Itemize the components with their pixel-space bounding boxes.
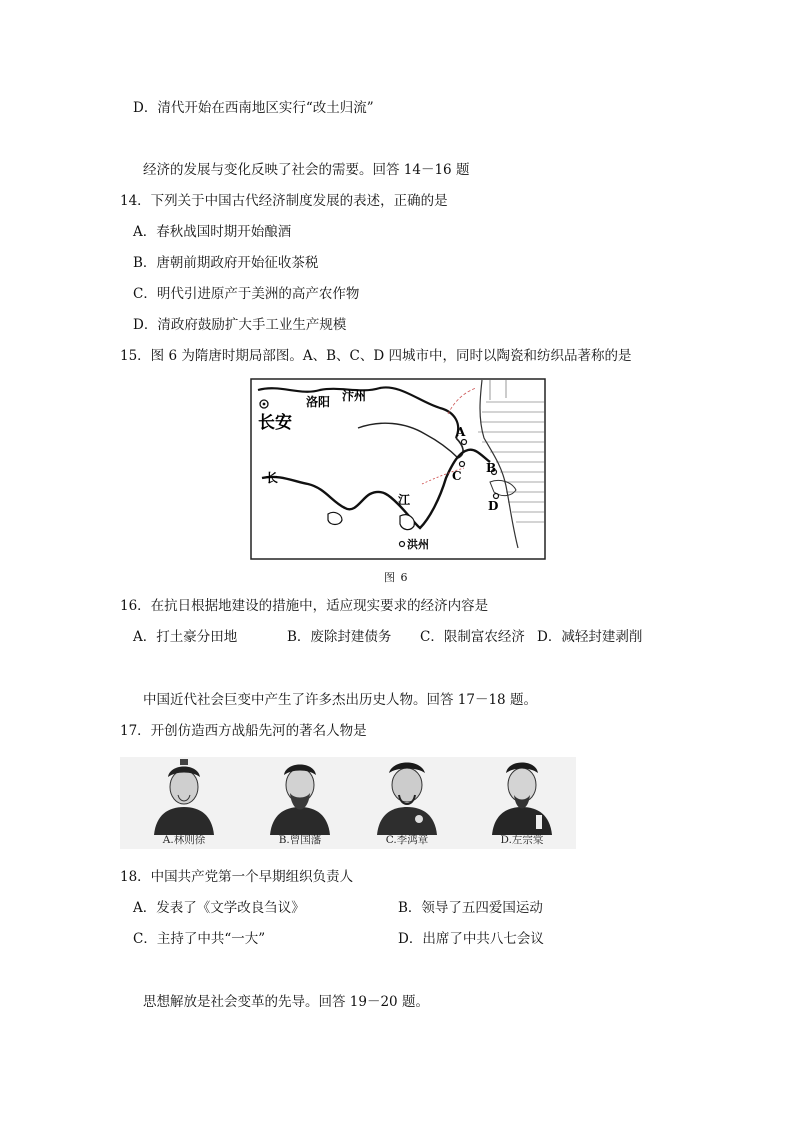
city-c-marker	[460, 462, 465, 467]
q18-option-c: C．主持了中共“一大”	[133, 931, 266, 947]
q16-option-d: D．减轻封建剥削	[537, 629, 643, 645]
portrait-b-image	[248, 757, 352, 835]
label-a: A	[456, 425, 466, 439]
label-jiang: 江	[398, 493, 411, 507]
label-d: D	[488, 499, 499, 513]
q16-option-a: A．打土豪分田地	[133, 629, 238, 645]
figure-caption: 图 6	[384, 571, 409, 584]
portrait-a-image	[132, 757, 236, 835]
portrait-c-image	[355, 757, 459, 835]
portrait-c	[355, 757, 459, 849]
portrait-d	[470, 757, 574, 849]
lake-dongting	[328, 512, 342, 524]
q16-option-b: B．废除封建债务	[287, 629, 392, 645]
lake-poyang	[400, 515, 414, 530]
section-intro-thought: 思想解放是社会变革的先导。回答 19－20 题。	[143, 994, 429, 1010]
portrait-d-image	[470, 757, 574, 835]
q16-option-c: C．限制富农经济	[420, 629, 525, 645]
label-bianzhou: 汴州	[342, 389, 367, 403]
section-intro-economy: 经济的发展与变化反映了社会的需要。回答 14－16 题	[143, 162, 470, 178]
q14-option-c: C．明代引进原产于美洲的高产农作物	[133, 286, 360, 302]
q18-stem: 18．中国共产党第一个早期组织负责人	[120, 869, 354, 885]
city-a-marker	[462, 440, 467, 445]
section-intro-figures: 中国近代社会巨变中产生了许多杰出历史人物。回答 17－18 题。	[143, 692, 537, 708]
q18-option-d: D．出席了中共八七会议	[398, 931, 544, 947]
label-b: B	[486, 461, 497, 475]
q18-option-b: B．领导了五四爱国运动	[398, 900, 543, 916]
q14-option-a: A．春秋战国时期开始酿酒	[133, 224, 292, 240]
q14-option-b: B．唐朝前期政府开始征收茶税	[133, 255, 319, 271]
portrait-a	[132, 757, 236, 849]
portrait-a-label: A.林则徐	[162, 834, 206, 846]
q13-option-d: D．清代开始在西南地区实行“改土归流”	[133, 100, 374, 116]
portrait-d-label: D.左宗棠	[500, 834, 544, 846]
portrait-b	[248, 757, 352, 849]
label-changan: 长安	[258, 413, 292, 433]
city-d-marker	[494, 494, 499, 499]
label-hongzhou: 洪州	[407, 538, 429, 551]
q15-stem: 15．图 6 为隋唐时期局部图。A、B、C、D 四城市中，同时以陶瓷和纺织品著称的是	[120, 348, 632, 364]
portrait-strip	[120, 757, 576, 849]
q14-option-d: D．清政府鼓励扩大手工业生产规模	[133, 317, 347, 333]
label-c: C	[452, 469, 462, 483]
portrait-b-label: B.曾国藩	[278, 834, 322, 846]
label-luoyang: 洛阳	[306, 395, 331, 409]
q18-option-a: A．发表了《文学改良刍议》	[133, 900, 305, 916]
label-chang: 长	[266, 471, 279, 485]
hongzhou-marker	[400, 542, 405, 547]
portrait-c-label: C.李鸿章	[385, 834, 429, 846]
sui-tang-map	[250, 378, 546, 560]
q16-stem: 16．在抗日根据地建设的措施中，适应现实要求的经济内容是	[120, 598, 489, 614]
q17-stem: 17．开创仿造西方战船先河的著名人物是	[120, 723, 367, 739]
q14-stem: 14．下列关于中国古代经济制度发展的表述，正确的是	[120, 193, 448, 209]
